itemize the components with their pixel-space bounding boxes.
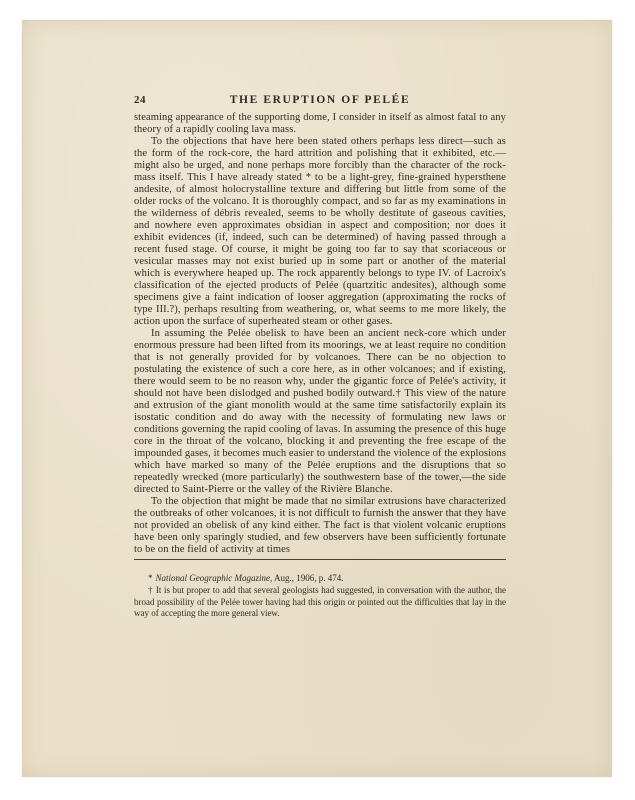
footnotes [134,560,506,620]
scanned-book-page [22,20,612,777]
footnote-dagger-marker: † [148,584,153,595]
paragraph-continuation: steaming appearance of the supporting dome, I consider in itself as almost fatal to any theory of a rapidly cooling lava mass. [134,112,506,135]
paragraph-neck-core: In assuming the Pelée obelisk to have been an ancient neck-core which under enormous pressure had been lifted from its moorings, we at least require no condition that is not generally provided for by volcanoes. There can be no objection to postulating the existence of such a core here, as in other volcanoes; and if existing, there would seem to be no reason why, under the gigantic force of Pelée's activity, it should not have been dislodged and pushed bodily outward.† This view of the nature and extrusion of the giant monolith would at the same time satisfactorily explain its isostatic condition and do away with the necessity of formulating new laws or conditions governing the rapid cooling of lavas. In assuming the presence of this huge core in the throat of the volcano, blocking it and preventing the free escape of the impounded gases, it becomes much easier to understand the violence of the explosions which have marked so many of the Pelée eruptions and the disruptions that so repeatedly wrecked (more particularly) the southwestern base of the tower,—the side directed to Saint-Pierre or the valley of the Rivière Blanche. [134,328,507,495]
running-title: THE ERUPTION OF PELÉE [229,94,411,106]
footnote-journal-title: National Geographic Magazine [155,573,270,583]
footnote-asterisk [134,573,506,585]
paragraph-other-volcanoes: To the objection that might be made that no similar extrusions have characterized the outbreaks of other volcanoes, it is not difficult to furnish the answer that they have not provided an obelisk of any kind either. The fact is that violent volcanic eruptions have been only sparingly studied, and few observers have been sufficiently fortunate to be on the field of activity at times [134,496,506,555]
body-text [134,112,506,556]
footnote-asterisk-marker: * [148,573,153,583]
page-header [134,94,506,108]
footnote-dagger-text: It is but proper to add that several geologists had suggested, in conversation with the author, the broad possibility of the Pelée tower having had this origin or pointed out the difficulties that lay in the way of accepting the more general view. [134,584,507,619]
page-number: 24 [134,94,146,106]
paragraph-objections: To the objections that have here been stated others perhaps less direct—such as the form of the rock-core, the hard attrition and polishing that it exhibited, etc.—might also be urged, and none perhaps more forcibly than the character of the rock-mass itself. This I have already stated * to be a light-grey, fine-grained hypersthene andesite, of almost holocrystalline texture and differing but little from some of the older rocks of the volcano. It is thoroughly compact, and so far as my examinations in the wilderness of débris revealed, seems to be wholly destitute of gaseous cavities, and nowhere even approximates obsidian in aspect and composition; nor does it exhibit evidences (if, indeed, such can be determined) of having passed through a recent fused stage. Of course, it might be going too far to say that scoriaceous or vesicular masses may not exist buried up in some part or another of the material which is everywhere heaped up. The rock apparently belongs to type IV. of Lacroix's classification of the ejected products of Pelée (quartzitic andesites), although some specimens give a faint indication of looser aggregation (approximating the rocks of type III.?), perhaps resulting from weathering, or, what seems to me more likely, the action upon the surface of superheated steam or other gases. [134,136,506,327]
footnote-citation-detail: , Aug., 1906, p. 474. [270,573,344,583]
footnote-dagger [134,585,506,620]
text-column [134,94,506,620]
